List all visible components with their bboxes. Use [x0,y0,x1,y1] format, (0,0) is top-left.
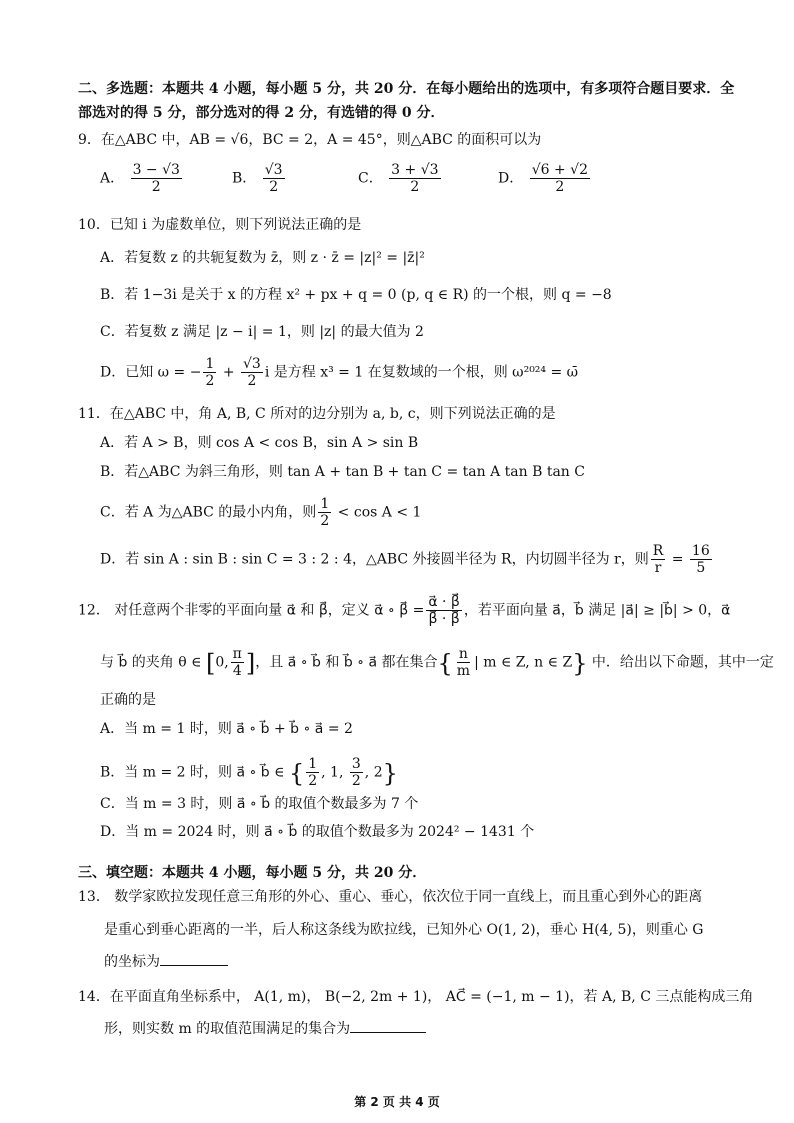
q13-line-1: 13． 数学家欧拉发现任意三角形的外心、重心、垂心，依次位于同一直线上，而且重心到外心的距离 [78,889,703,905]
section-3-title: 三、填空题：本题共 4 小题，每小题 5 分，共 20 分． [78,865,427,881]
q14-line-1: 14．在平面直角坐标系中， A(1, m)， B(−2, 2m + 1)， AC⃗ = (−1, m − 1)，若 A, B, C 三点能构成三角 [78,989,754,1005]
q9-option-d: D． $\frac{√6 + √2}{2}$ [498,162,588,195]
section-2-title-cont: 部选对的得 5 分，部分选对的得 2 分，有选错的得 0 分． [78,105,445,121]
q12-option-d: D．当 m = 2024 时，则 a⃗ ∘ b⃗ 的取值个数最多为 2024² − 1431 个 [100,824,535,840]
q12-option-c: C．当 m = 3 时，则 a⃗ ∘ b⃗ 的取值个数最多为 7 个 [100,796,419,812]
q14-line-2: 形，则实数 m 的取值范围满足的集合为 [104,1020,426,1038]
q9-option-a: A． $\frac{3 - √3}{2}$ [100,162,180,195]
q9-option-c: C． $\frac{3 + √3}{2}$ [358,162,439,195]
q12-line-1: 12． 对任意两个非零的平面向量 α⃗ 和 β⃗，定义 α⃗ ∘ β⃗ = $\frac{\alpha⃗ \cdot \beta⃗}{\beta⃗ \cdot \beta⃗}$ ，若平面向量 a⃗，b⃗ 满足 |a⃗| ≥ |b⃗| > 0，α⃗ [78,594,731,627]
q9-option-b: B． $\frac{√3}{2}$ [232,162,283,195]
q12-line-3: 正确的是 [100,692,156,708]
q10-option-b: B．若 1−3i 是关于 x 的方程 x² + px + q = 0 (p, q ∈ R) 的一个根，则 q = −8 [100,287,612,303]
q10-stem: 10．已知 i 为虚数单位，则下列说法正确的是 [78,217,362,233]
section-2-title: 二、多选题：本题共 4 小题，每小题 5 分，共 20 分．在每小题给出的选项中，有多项符合题目要求．全 [78,81,735,97]
page-footer: 第 2 页 共 4 页 [354,1095,440,1109]
q11-option-c: C．若 A 为△ABC 的最小内角，则 $\frac{1}{2}$ < cos A < 1 [100,496,422,529]
q11-option-a: A．若 A > B，则 cos A < cos B，sin A > sin B [100,435,419,451]
q11-stem: 11．在△ABC 中，角 A, B, C 所对的边分别为 a, b, c，则下列说法正确的是 [78,406,556,422]
q12-line-2: 与 b⃗ 的夹角 θ ∈ [0, $\frac{\pi}{4}$ ]，且 a⃗ ∘ b⃗ 和 b⃗ ∘ a⃗ 都在集合{ $\frac{n}{m}$ | m ∈ Z, n ∈ Z} 中．给出以下命题，其中一定 [100,646,774,679]
q11-option-b: B．若△ABC 为斜三角形，则 tan A + tan B + tan C = tan A tan B tan C [100,464,585,480]
q13-answer-blank[interactable] [160,953,228,966]
q10-option-d: D．已知 ω = − $\frac{1}{2}$ + $\frac{√3}{2}$ i 是方程 x³ = 1 在复数域的一个根，则 ω²⁰²⁴ = ω̄ [100,356,579,389]
q12-option-a: A．当 m = 1 时，则 a⃗ ∘ b⃗ + b⃗ ∘ a⃗ = 2 [100,721,353,737]
q10-option-a: A．若复数 z 的共轭复数为 z̄，则 z · z̄ = |z|² = |z̄|² [100,250,425,266]
q10-option-c: C．若复数 z 满足 |z − i| = 1，则 |z| 的最大值为 2 [100,324,424,340]
q9-stem: 9．在△ABC 中，AB = √6，BC = 2，A = 45°，则△ABC 的面积可以为 [78,132,542,148]
q11-option-d: D．若 sin A : sin B : sin C = 3 : 2 : 4，△ABC 外接圆半径为 R，内切圆半径为 r，则 $\frac{R}{r}$ = $\frac{16}{5}$ [100,543,710,576]
q13-line-2: 是重心到垂心距离的一半，后人称这条线为欧拉线，已知外心 O(1, 2)，垂心 H(4, 5)，则重心 G [104,922,704,938]
q12-option-b: B．当 m = 2 时，则 a⃗ ∘ b⃗ ∈ { $\frac{1}{2}$ , 1, $\frac{3}{2}$ , 2} [100,756,398,789]
q14-answer-blank[interactable] [350,1020,426,1033]
q13-line-3: 的坐标为 [104,953,228,971]
